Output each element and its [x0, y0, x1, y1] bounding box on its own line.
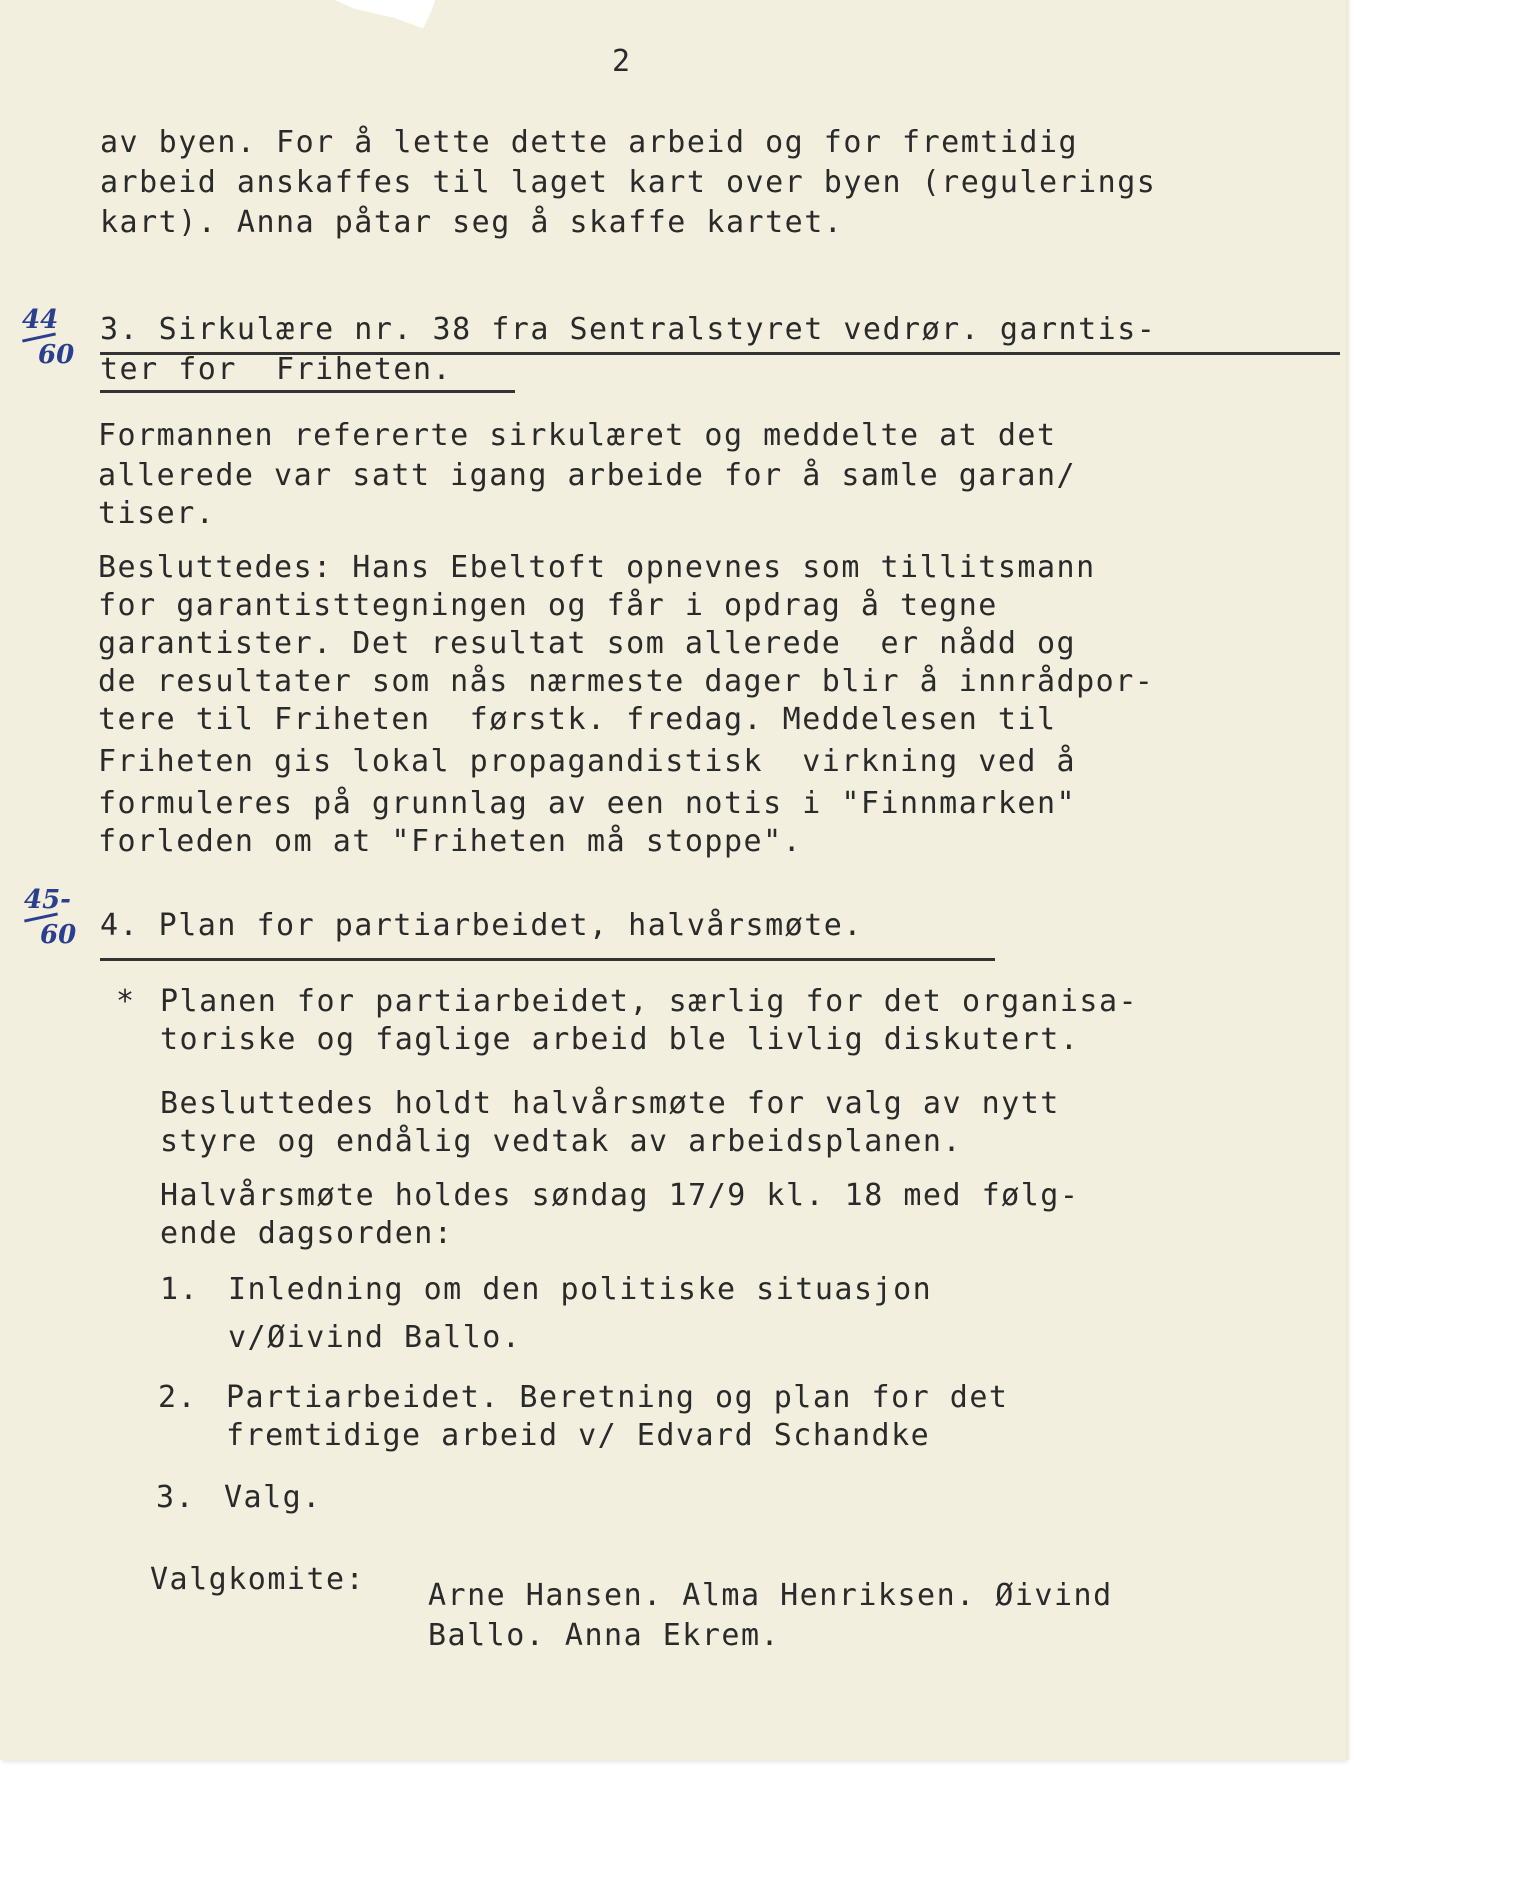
section4-paragraph-line: Besluttedes holdt halvårsmøte for valg av nytt: [160, 1086, 1060, 1121]
section3-decision-line: Besluttedes: Hans Ebeltoft opnevnes som tillitsmann: [98, 550, 1096, 585]
committee-line: Ballo. Anna Ekrem.: [428, 1618, 781, 1653]
intro-line: kart). Anna påtar seg å skaffe kartet.: [100, 205, 844, 240]
page-number: 2: [612, 44, 632, 79]
agenda-item-line: Inledning om den politiske situasjon: [228, 1272, 933, 1307]
section3-decision-line: for garantisttegningen og får i opdrag å tegne: [98, 588, 998, 623]
section4-heading: 4. Plan for partiarbeidet, halvårsmøte.: [100, 908, 863, 943]
section3-paragraph-line: Formannen refererte sirkulæret og meddelte at det: [98, 418, 1057, 453]
intro-line: av byen. For å lette dette arbeid og for fremtidig: [100, 125, 1079, 160]
agenda-item-line: Valg.: [224, 1480, 322, 1515]
margin-note-bottom: 60: [40, 920, 77, 950]
agenda-number: 2.: [158, 1380, 198, 1415]
section3-decision-line: de resultater som nås nærmeste dager blir å innrådpor-: [98, 664, 1155, 699]
section4-paragraph-line: Planen for partiarbeidet, særlig for det organisa-: [160, 984, 1139, 1019]
section3-decision-line: forleden om at "Friheten må stoppe".: [98, 824, 803, 859]
section3-heading-line: ter for Friheten.: [100, 352, 453, 387]
agenda-number: 1.: [160, 1272, 200, 1307]
agenda-item-line: Partiarbeidet. Beretning og plan for det: [226, 1380, 1009, 1415]
agenda-number: 3.: [156, 1480, 196, 1515]
paper-edge: [1346, 0, 1352, 1760]
section3-decision-line: formuleres på grunnlag av een notis i "Finnmarken": [98, 786, 1077, 821]
agenda-item-line: fremtidige arbeid v/ Edvard Schandke: [226, 1418, 931, 1453]
section4-paragraph-line: toriske og faglige arbeid ble livlig diskutert.: [160, 1022, 1080, 1057]
section4-heading-underline: [100, 958, 995, 961]
committee-line: Arne Hansen. Alma Henriksen. Øivind: [428, 1578, 1113, 1613]
margin-note-top: 45-: [24, 885, 71, 915]
margin-note-45-60: [24, 886, 76, 949]
margin-note-44-60: [22, 306, 74, 369]
margin-note-top: 44: [22, 305, 59, 335]
section3-decision-line: Friheten gis lokal propagandistisk virkning ved å: [98, 744, 1077, 779]
committee-label: Valgkomite:: [150, 1562, 366, 1597]
bullet-star: *: [116, 984, 136, 1019]
section4-paragraph-line: styre og endålig vedtak av arbeidsplanen.: [160, 1124, 963, 1159]
section4-paragraph-line: ende dagsorden:: [160, 1216, 454, 1251]
section3-paragraph-line: tiser.: [98, 496, 216, 531]
agenda-item-line: v/Øivind Ballo.: [228, 1320, 522, 1355]
section4-paragraph-line: Halvårsmøte holdes søndag 17/9 kl. 18 med følg-: [160, 1178, 1080, 1213]
section3-decision-line: tere til Friheten førstk. fredag. Meddelesen til: [98, 702, 1057, 737]
intro-line: arbeid anskaffes til laget kart over byen (regulerings: [100, 165, 1157, 200]
section3-heading-line: 3. Sirkulære nr. 38 fra Sentralstyret vedrør. garntis-: [100, 312, 1157, 347]
margin-note-bottom: 60: [38, 340, 75, 370]
section3-paragraph-line: allerede var satt igang arbeide for å samle garan/: [98, 458, 1077, 493]
section3-heading-underline: [100, 390, 515, 393]
section3-decision-line: garantister. Det resultat som allerede er nådd og: [98, 626, 1077, 661]
